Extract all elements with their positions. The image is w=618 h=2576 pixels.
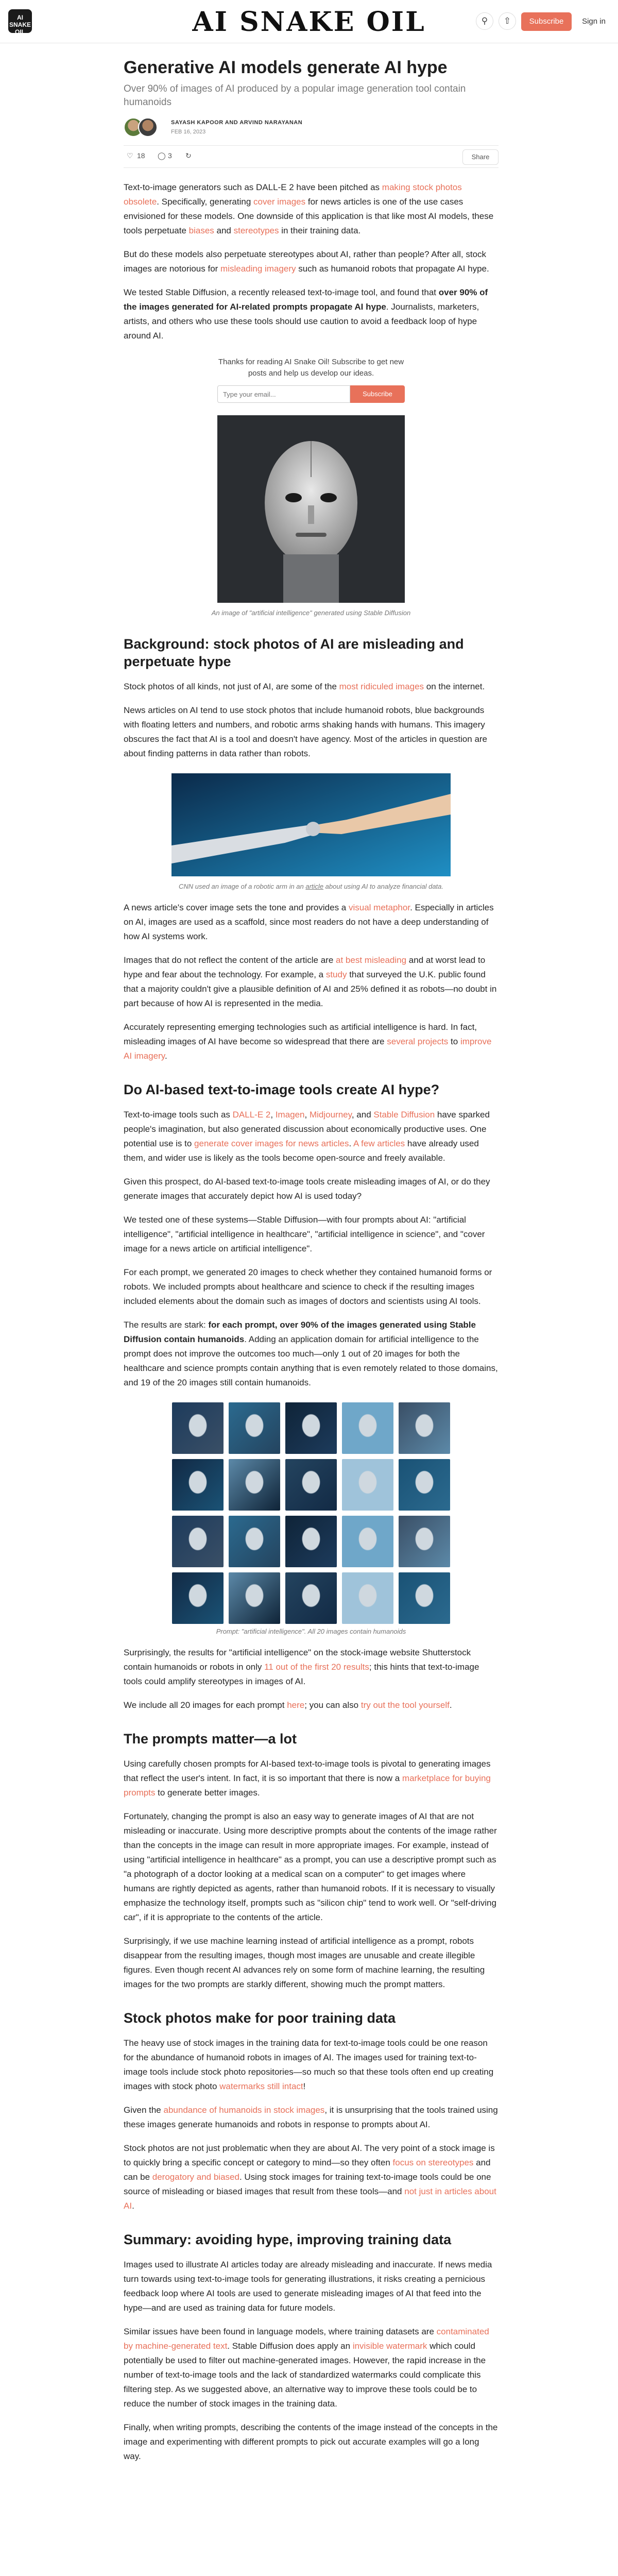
generated-image-thumbnail[interactable] [342,1516,393,1567]
link[interactable]: stereotypes [233,226,279,235]
link[interactable]: 11 out of the first 20 results [264,1662,369,1672]
restack-icon[interactable]: ↻ [185,151,192,160]
authors[interactable]: SAYASH KAPOOR AND ARVIND NARAYANAN [171,120,303,126]
generated-image-thumbnail[interactable] [229,1572,280,1624]
generated-image-thumbnail[interactable] [342,1572,393,1624]
link[interactable]: visual metaphor [348,903,410,912]
section-heading: The prompts matter—a lot [124,1731,297,1747]
paragraph: News articles on AI tend to use stock photos that include humanoid robots, blue backgrounds with floating letters and numbers, and robotic arms shaking hands with humans. This imagery obscures the fact that AI is a tool and doesn't have agency. Most of the articles in question are about finding patterns in data rather than robots. [124,705,488,758]
paragraph: Fortunately, changing the prompt is also an easy way to generate images of AI that are not misleading or inaccurate. Using more descriptive prompts about the contents of the image rather than the concepts in the image can result in more appropriate images. For example, instead of using "artificial intelligence in healthcare" as a prompt, you can use a descriptive prompt such as "a photograph of a doctor looking at a medical scan on a computer" to get images where humans are rightly depicted as agents, rather than humanoid robots. If it is necessary to visually emphasize the technology itself, prompts such as "silicon chip" tend to work well. Or "self-driving car", if it is appropriate to the contents of the article. [124,1811,497,1922]
post-actions [124,145,499,168]
generated-image-thumbnail[interactable] [399,1459,450,1511]
robot-face-image[interactable] [217,415,405,603]
link[interactable]: misleading imagery [220,264,296,274]
link[interactable]: most ridiculed images [339,682,424,691]
link[interactable]: Stable Diffusion [373,1110,435,1120]
paragraph: Finally, when writing prompts, describing the contents of the image instead of the concepts in the image and experimenting with different prompts to pick out accurate examples will go a long way. [124,2422,498,2461]
link[interactable]: invisible watermark [352,2341,427,2351]
link[interactable]: making stock photos obsolete [124,182,462,207]
like-count[interactable]: 18 [137,151,145,160]
post-title: Generative AI models generate AI hype [124,58,448,77]
link[interactable]: DALL-E 2 [232,1110,271,1120]
paragraph: We include all 20 images for each prompt here; you can also try out the tool yourself. [124,1700,452,1710]
post-date: FEB 16, 2023 [171,129,206,135]
link[interactable]: study [325,970,347,979]
paragraph: A news article's cover image sets the tone and provides a visual metaphor. Especially in articles on AI, images are used as a scaffold, since most readers do not have a deep understanding of how AI systems work. [124,903,494,941]
link[interactable]: article [305,883,324,890]
generated-images-grid [124,1402,499,1624]
generated-image-thumbnail[interactable] [172,1516,224,1567]
section-heading: Background: stock photos of AI are misleading and perpetuate hype [124,636,464,669]
share-button[interactable]: Share [462,149,499,165]
figure-caption: An image of "artificial intelligence" generated using Stable Diffusion [211,609,411,617]
paragraph: But do these models also perpetuate stereotypes about AI, rather than people? After all, stock images are notorious for misleading imagery such as humanoid robots that propagate AI hype. [124,249,489,274]
generated-image-thumbnail[interactable] [399,1402,450,1454]
paragraph: The results are stark: for each prompt, over 90% of the images generated using Stable Diffusion contain humanoids. Adding an application domain for artificial intelligence to the prompt does not improve the outcomes too much—only 1 out of 20 images for both the healthcare and science prompts contain anything that is even remotely related to those domains, and 19 of the 20 images still contain humanoids. [124,1320,498,1387]
paragraph: Stock photos are not just problematic when they are about AI. The very point of a stock image is to quickly bring a specific concept or category to mind—so they often focus on stereotypes and can be derogatory and biased. Using stock images for training text-to-image tools could be one source of misleading or biased images that result from these tools—and not just in articles about AI. [124,2143,496,2211]
top-bar [0,0,618,43]
paragraph: Text-to-image tools such as DALL-E 2, Imagen, Midjourney, and Stable Diffusion have sparked people's imagination, but also generated discussion about economically productive uses. One potential use is to generate cover images for news articles. A few articles have already used them, and wider use is likely as the tools become open-source and freely available. [124,1110,490,1163]
link[interactable]: generate cover images for news articles [194,1139,349,1148]
subscribe-box [217,357,405,403]
generated-image-thumbnail[interactable] [342,1459,393,1511]
generated-image-thumbnail[interactable] [172,1572,224,1624]
generated-image-thumbnail[interactable] [399,1572,450,1624]
paragraph: The heavy use of stock images in the training data for text-to-image tools could be one reason for the abundance of humanoid robots in images of AI. The images used for training text-to-image tools include stock photo repositories—so much so that these tools often end up creating images with stock photo watermarks still intact! [124,2038,494,2091]
site-title[interactable]: AI SNAKE OIL [192,6,426,38]
section-heading: Summary: avoiding hype, improving training data [124,2232,452,2247]
robot-handshake-image[interactable] [171,773,451,876]
paragraph: We tested one of these systems—Stable Diffusion—with four prompts about AI: "artificial intelligence", "artificial intelligence in healthcare", "artificial intelligence in science", and "cover image for a news article on artificial intelligence". [124,1215,485,1253]
link[interactable]: improve AI imagery [124,1037,492,1061]
link[interactable]: not just in articles about AI [124,2187,496,2211]
link[interactable]: try out the tool yourself [360,1700,450,1710]
link[interactable]: cover images [253,197,306,207]
link[interactable]: biases [188,226,214,235]
link[interactable]: at best misleading [336,955,407,965]
link[interactable]: contaminated by machine-generated text [124,2327,489,2351]
paragraph: Surprisingly, the results for "artificial intelligence" on the stock-image website Shutterstock contain humanoids or robots in only 11 out of the first 20 results; this hints that text-to-image tools could amplify stereotypes in images of AI. [124,1648,479,1686]
link[interactable]: abundance of humanoids in stock images [163,2105,325,2115]
paragraph: Images used to illustrate AI articles today are already misleading and inaccurate. If news media turn towards using text-to-image tools for generating illustrations, it risks creating a pernicious feedback loop where AI tools are used to generate misleading images of AI that feed into the hype—and are used as training data for future models. [124,2260,492,2313]
paragraph: We tested Stable Diffusion, a recently released text-to-image tool, and found that over 90% of the images generated for AI-related prompts propagate AI hype. Journalists, marketers, artists, and others who use these tools should use caution to avoid a feedback loop of hype around AI. [124,287,488,341]
subscribe-form [217,385,405,403]
paragraph: Images that do not reflect the content of the article are at best misleading and at worst lead to hype and fear about the technology. For example, a study that surveyed the U.K. public found that a majority couldn't give a plausible definition of AI and 25% defined it as robots—no doubt in part because of how AI is represented in the media. [124,955,497,1008]
subscribe-text: Thanks for reading AI Snake Oil! Subscribe to get new posts and help us develop our ideas. [218,358,404,378]
paragraph: Accurately representing emerging technologies such as artificial intelligence is hard. In fact, misleading images of AI have become so widespread that there are several projects to improve AI imagery. [124,1022,492,1061]
figure-handshake [124,773,499,891]
search-icon[interactable]: ⚲ [476,12,493,30]
link[interactable]: watermarks still intact [219,2081,303,2091]
generated-image-thumbnail[interactable] [229,1516,280,1567]
paragraph: Similar issues have been found in language models, where training datasets are contaminated by machine-generated text. Stable Diffusion does apply an invisible watermark which could potentially be used to filter out machine-generated images. However, the rapid increase in the number of text-to-image tools and the lack of standardized watermarks could complicate this filtering step. As we suggested above, an alternative way to improve these tools could be to reduce the number of stock images in the training data. [124,2327,489,2409]
generated-image-thumbnail[interactable] [229,1402,280,1454]
figure-robot-face [124,415,499,618]
generated-image-thumbnail[interactable] [172,1402,224,1454]
paragraph: Text-to-image generators such as DALL-E 2 have been pitched as making stock photos obsolete. Specifically, generating cover images for news articles is one of the use cases envisioned for these models. One downside of this application is that like most AI models, these tools perpetuate biases and stereotypes in their training data. [124,182,494,235]
subscribe-button[interactable]: Subscribe [521,12,572,31]
post-subtitle: Over 90% of images of AI produced by a popular image generation tool contain humanoids [124,83,466,108]
generated-image-thumbnail[interactable] [285,1459,337,1511]
article [124,57,499,2464]
paragraph: Given the abundance of humanoids in stock images, it is unsurprising that the tools trained using these images generate humanoids and robots in response to prompts about AI. [124,2105,498,2129]
figure-caption: Prompt: "artificial intelligence". All 20 images contain humanoids [216,1628,406,1635]
avatar[interactable] [138,117,158,137]
link[interactable]: marketplace for buying prompts [124,1773,491,1798]
figure-caption: CNN used an image of a robotic arm in an article about using AI to analyze financial data. [178,883,444,890]
section-heading: Do AI-based text-to-image tools create AI hype? [124,1082,440,1097]
generated-image-thumbnail[interactable] [285,1572,337,1624]
paragraph: Stock photos of all kinds, not just of AI, are some of the most ridiculed images on the internet. [124,682,485,691]
comment-icon[interactable]: ◯ [158,151,166,160]
paragraph: Surprisingly, if we use machine learning instead of artificial intelligence as a prompt, robots disappear from the resulting images, though most images are unusable and create illegible figures. Even though recent AI advances rely on some form of machine learning, the resulting images for the two prompts are starkly different, showing much the prompt matters. [124,1936,485,1989]
generated-image-thumbnail[interactable] [285,1516,337,1567]
section-heading: Stock photos make for poor training data [124,2010,396,2026]
heart-icon[interactable]: ♡ [127,151,133,160]
generated-image-thumbnail[interactable] [342,1402,393,1454]
link[interactable]: derogatory and biased [152,2172,239,2182]
email-input[interactable] [217,385,350,403]
site-logo[interactable]: AI SNAKE OIL [8,9,32,33]
generated-image-thumbnail[interactable] [229,1459,280,1511]
paragraph: Using carefully chosen prompts for AI-based text-to-image tools is pivotal to generating images that reflect the user's intent. In fact, it is so important that there is now a marketplace for buying prompts to generate better images. [124,1759,491,1798]
generated-image-thumbnail[interactable] [172,1459,224,1511]
link[interactable]: Midjourney [309,1110,352,1120]
link[interactable]: Imagen [275,1110,305,1120]
link[interactable]: A few articles [353,1139,405,1148]
comment-count[interactable]: 3 [168,151,172,160]
link[interactable]: here [287,1700,305,1710]
link[interactable]: several projects [387,1037,449,1046]
subscribe-submit-button[interactable]: Subscribe [350,385,405,403]
byline [124,116,499,139]
sign-in-button[interactable]: Sign in [582,17,606,26]
generated-image-thumbnail[interactable] [399,1516,450,1567]
paragraph: For each prompt, we generated 20 images to check whether they contained humanoid forms or robots. We included prompts about healthcare and science to check if the resulting images included elements about the domain such as images of doctors and scientists using AI tools. [124,1267,492,1306]
paragraph: Given this prospect, do AI-based text-to-image tools create misleading images of AI, or do they generate images that accurately depict how AI is used today? [124,1177,490,1201]
figure-image-grid [124,1402,499,1636]
link[interactable]: focus on stereotypes [392,2158,474,2167]
generated-image-thumbnail[interactable] [285,1402,337,1454]
share-icon[interactable]: ⇧ [499,12,516,30]
